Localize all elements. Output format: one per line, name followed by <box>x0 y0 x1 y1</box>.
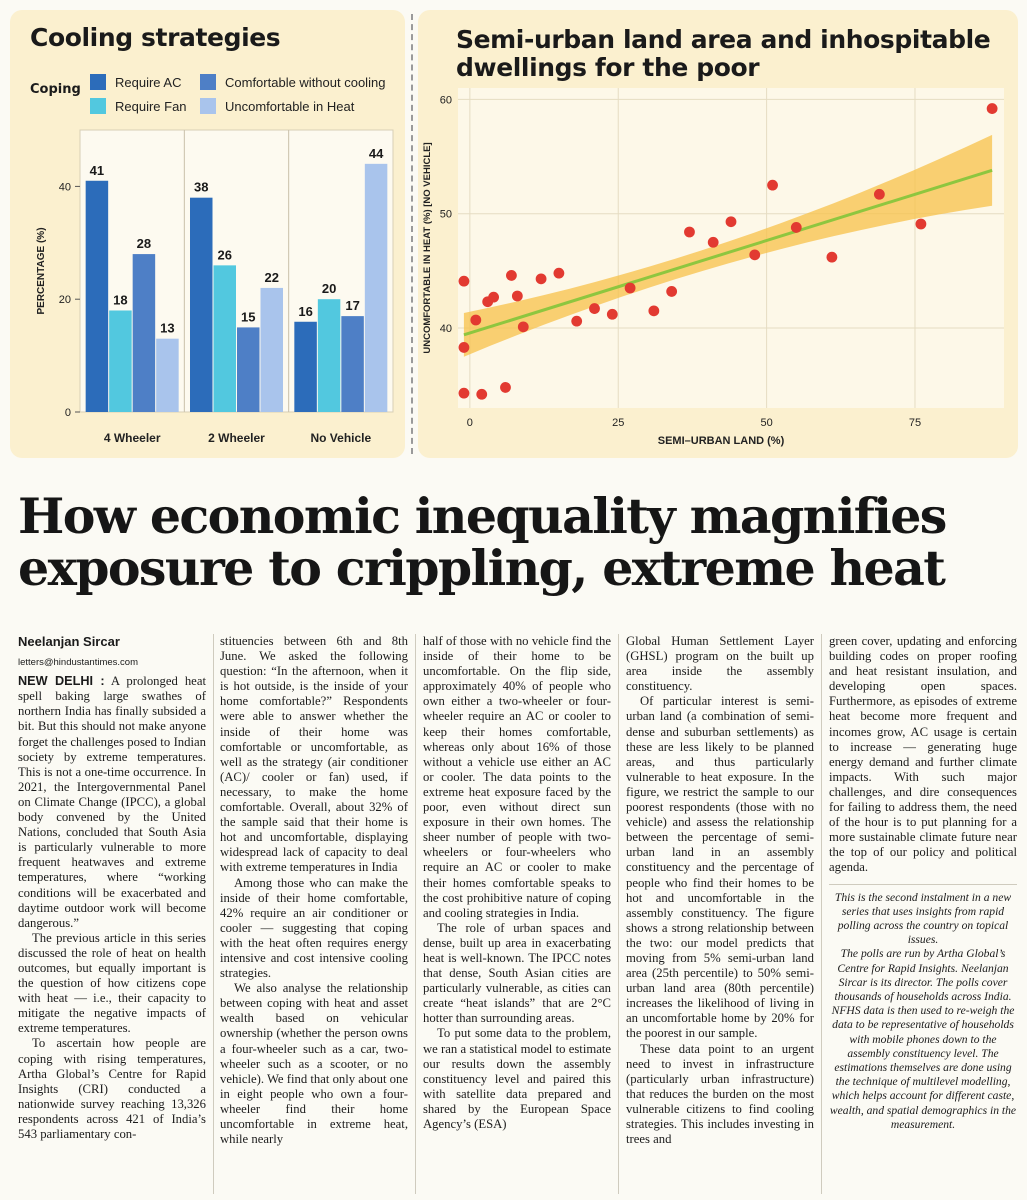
bar <box>318 299 341 412</box>
x-tick-label: 50 <box>760 417 773 429</box>
legend-label: Require Fan <box>115 98 187 114</box>
data-point <box>506 270 517 281</box>
paragraph: The previous article in this series discussed the role of heat on health outcomes, but equally important is the question of how citizens cope with heat — i.e., their capacity to mitigate the negative impacts of extreme temperatures. <box>18 930 206 1036</box>
data-point <box>826 252 837 263</box>
data-point <box>874 189 885 200</box>
byline: Neelanjan Sircar <box>18 634 120 649</box>
y-tick-label: 20 <box>58 294 71 307</box>
panel-divider <box>411 14 413 454</box>
data-point <box>648 305 659 316</box>
legend-label: Comfortable without cooling <box>225 74 386 90</box>
bar <box>237 327 260 412</box>
column-divider <box>415 634 416 1194</box>
paragraph: green cover, updating and enforcing building codes on proper roofing and heat resistant insulation, and developing open spaces. Furthermore, as episodes of extreme heat become more frequent and incomes grow, AC usage is certain to increase — generating huge energy demand and further climate impacts. With such major challenges, and dire consequences for failing to address them, the need of the hour is to put planning for a more sustainable climate future near the top of our policy and political agenda. <box>829 634 1017 875</box>
right-chart-title-line1: Semi-urban land area and inhospitable <box>456 25 991 54</box>
category-label: 4 Wheeler <box>103 431 161 445</box>
bar-value-label: 17 <box>345 298 360 314</box>
data-point <box>625 283 636 294</box>
semi-urban-scatter-chart <box>418 10 1018 458</box>
paragraph: NEW DELHI : A prolonged heat spell baking large swathes of northern India has finally subsided a bit. But this should not make anyone forget the challenges posed to Indian society by extreme temperatures. This is not a one-time occurrence. In 2021, the Intergovernmental Panel on Climate Change (IPCC), a global body convened by the United Nations, concluded that South Asia is particularly vulnerable to more frequent heatwaves and extreme temperatures, where “working conditions will be exacerbated and daytime outdoor work will become dangerous.” <box>18 674 206 930</box>
bar-value-label: 26 <box>217 247 232 263</box>
bar-value-label: 22 <box>264 269 279 285</box>
data-point <box>459 276 470 287</box>
bar <box>156 339 179 412</box>
paragraph: Among those who can make the inside of their home comfortable, 42% require an air conditioner or cooler — suggesting that coping with the heat often requires energy intensive and cost intensive cooling strategies. <box>220 875 408 981</box>
data-point <box>607 309 618 320</box>
headline-line1: How economic inequality magnifies <box>18 487 946 545</box>
data-point <box>708 237 719 248</box>
paragraph: To ascertain how people are coping with rising temperatures, Artha Global’s Centre for Rapid Insights (CRI) conducted a nationwide survey reaching 13,326 respondents across 421 of India’s 543 parliamentary con- <box>18 1036 206 1141</box>
bar <box>133 254 156 412</box>
y-tick-label: 60 <box>439 94 452 107</box>
bar <box>86 181 109 412</box>
data-point <box>791 222 802 233</box>
left-chart-title: Cooling strategies <box>30 23 281 52</box>
bar-value-label: 16 <box>298 303 313 319</box>
note-paragraph: This is the second instalment in a new series that uses insights from rapid polling across the country on topical issues. <box>834 890 1012 947</box>
y-tick-label: 50 <box>439 208 452 221</box>
y-tick-label: 0 <box>64 407 71 419</box>
data-point <box>488 292 499 303</box>
data-point <box>512 291 523 302</box>
bar-value-label: 15 <box>241 309 256 325</box>
data-point <box>726 216 737 227</box>
series-note <box>829 884 1017 1132</box>
category-label: No Vehicle <box>310 431 372 445</box>
y-tick-label: 40 <box>58 181 71 194</box>
article-column-5 <box>829 634 1017 1132</box>
x-axis-label: SEMI–URBAN LAND (%) <box>657 435 785 447</box>
paragraph: We also analyse the relationship between coping with heat and asset wealth based on vehicular ownership (whether the person owns a four-wheeler such as a car, two-wheeler such as a scooter, or no vehicle). We find that only about one in eight people who own a four-wheeler find their home uncomfortable in extreme heat, while nearly <box>220 981 408 1147</box>
bar-value-label: 38 <box>194 179 209 195</box>
bar <box>214 265 237 412</box>
data-point <box>476 389 487 400</box>
bar-value-label: 18 <box>113 292 128 308</box>
column-divider <box>213 634 214 1194</box>
bar <box>365 164 388 412</box>
data-point <box>987 103 998 114</box>
x-tick-label: 25 <box>612 417 625 429</box>
paragraph: To put some data to the problem, we ran a statistical model to estimate our results down the assembly constituency level and paired this with satellite data prepared and shared by the European Space Agency’s (ESA) <box>423 1026 611 1131</box>
y-axis-label: PERCENTAGE (%) <box>36 227 47 315</box>
y-tick-label: 40 <box>439 323 452 335</box>
paragraph: stituencies between 6th and 8th June. We asked the following question: “In the afternoon, when it is hot outside, is the inside of your home comfortable?” Respondents were able to answer whether the inside of their home was comfortable or uncomfortable, as well as the strategy (air conditioner (AC)/ cooler or fan) used, if necessary, to make the home comfortable. Overall, about 32% of the sample said that their home is hot and uncomfortable, displaying widespread lack of capacity to deal with extreme temperatures in India <box>220 634 408 875</box>
column-divider <box>821 634 822 1194</box>
data-point <box>916 219 927 230</box>
headline-line2: exposure to crippling, extreme heat <box>18 539 945 597</box>
headline <box>18 487 1013 597</box>
semi-urban-panel <box>418 10 1018 458</box>
bar <box>190 198 213 412</box>
note-paragraph: The polls are run by Artha Global’s Centre for Rapid Insights. Neelanjan Sircar is its director. The polls cover thousands of households across India. NFHS data is then used to re-weigh the data to be representative of households with mobile phones down to the assembly constituency level. The estimations themselves are done using the technique of multilevel modelling, which helps account for different caste, wealth, and spatial demographics in the measurement. <box>829 947 1017 1131</box>
paragraph: half of those with no vehicle find the inside of their home to be uncomfortable. On the flip side, approximately 40% of people who own either a two-wheeler or four-wheeler require an AC or cooler to keep their homes comfortable, whereas only about 16% of those without a vehicle use either an AC or cooler. The data points to the extreme heat exposure faced by the poor, even without direct sun exposure in their own homes. The sheer number of people with two-wheelers or four-wheelers who require an AC or cooler to make their homes comfortable speaks to the cost prohibitive nature of coping and cooling strategies in India. <box>423 634 611 920</box>
right-chart-title-line2: dwellings for the poor <box>456 53 760 82</box>
legend-label: Require AC <box>115 74 182 90</box>
bar <box>261 288 284 412</box>
article-column-1 <box>18 634 206 1142</box>
dateline: NEW DELHI : <box>18 674 105 689</box>
data-point <box>767 180 778 191</box>
bar-value-label: 28 <box>136 236 152 252</box>
column-divider <box>618 634 619 1194</box>
email-link[interactable]: letters@hindustantimes.com <box>18 657 138 669</box>
data-point <box>518 321 529 332</box>
x-tick-label: 0 <box>466 417 473 429</box>
data-point <box>459 342 470 353</box>
legend-title: Coping <box>30 82 81 97</box>
y-axis-label: UNCOMFORTABLE IN HEAT (%) [NO VEHICLE] <box>422 142 433 354</box>
paragraph: These data point to an urgent need to invest in infrastructure (particularly urban infrastructure) that reduces the burden on the most vulnerable citizens to find cooling strategies. This includes investing in trees and <box>626 1041 814 1147</box>
article-column-3 <box>423 634 611 1132</box>
bar-value-label: 20 <box>321 281 337 297</box>
paragraph: The role of urban spaces and dense, built up area in exacerbating heat is well-known. The IPCC notes that dense, South Asian cities are particularly vulnerable, as cities can create “heat islands” that are 2°C hotter than surrounding areas. <box>423 920 611 1026</box>
article-column-4 <box>626 634 814 1147</box>
x-tick-label: 75 <box>908 417 922 429</box>
data-point <box>536 273 547 284</box>
bar <box>109 310 131 412</box>
data-point <box>571 316 582 327</box>
category-label: 2 Wheeler <box>208 431 265 445</box>
data-point <box>684 227 695 238</box>
data-point <box>500 382 511 393</box>
data-point <box>459 388 470 399</box>
bar-value-label: 41 <box>89 162 105 178</box>
bar-value-label: 13 <box>160 320 175 336</box>
data-point <box>666 286 677 297</box>
data-point <box>470 315 481 326</box>
paragraph: Of particular interest is semi-urban land (a combination of semi-dense and suburban settlements) as these are less likely to be planned areas, and thus particularly vulnerable to heat exposure. In the figure, we restrict the sample to our poorest respondents (those with no vehicle) and assess the relationship between the percentage of semi-urban land in an assembly constituency and the percentage of people who find their homes to be hot and uncomfortable in the assembly constituency. The figure shows a strong relationship between the two: our model predicts that moving from 5% semi-urban land area (25th percentile) to 50% semi-urban land area (80th percentile) increases the likelihood of living in an uncomfortable home by 20% for the poorest in our sample. <box>626 694 814 1041</box>
bar-value-label: 44 <box>368 145 384 161</box>
paragraph: Global Human Settlement Layer (GHSL) program on the built up area inside the assembly constituency. <box>626 634 814 694</box>
article-column-2 <box>220 634 408 1147</box>
data-point <box>589 303 600 314</box>
legend-label: Uncomfortable in Heat <box>225 98 355 114</box>
data-point <box>749 249 760 260</box>
cooling-strategies-panel <box>10 10 405 458</box>
bar <box>294 322 317 412</box>
cooling-bar-chart <box>10 10 405 458</box>
bar <box>341 316 364 412</box>
data-point <box>553 268 564 279</box>
